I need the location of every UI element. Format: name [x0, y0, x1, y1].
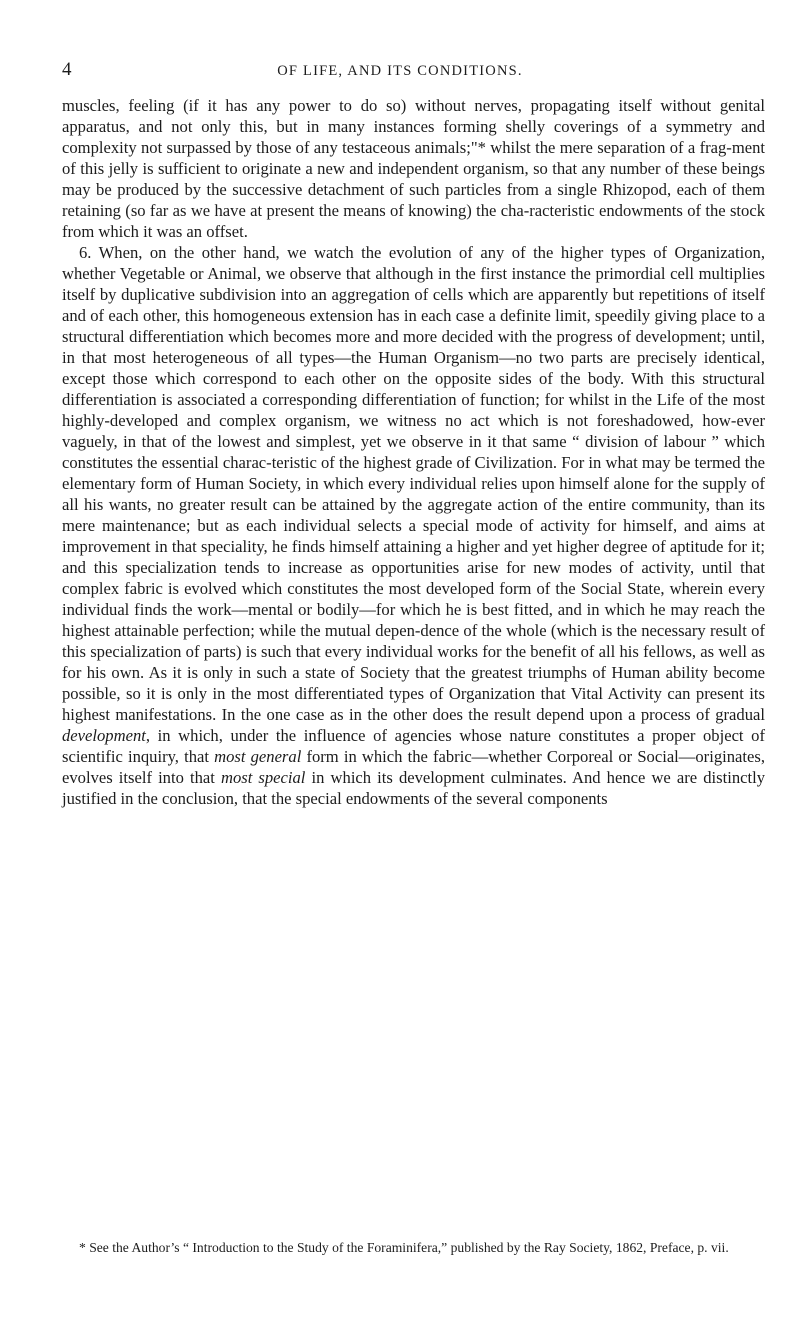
paragraph-6 — [62, 242, 765, 809]
paragraph-6-text-2: , in which, under the influence of agencies whose nature constitutes a proper object of scientific inquiry, that — [62, 726, 765, 766]
emphasis-most-special: most special — [220, 768, 306, 787]
body-text — [62, 95, 765, 809]
running-title: OF LIFE, AND ITS CONDITIONS. — [277, 63, 523, 79]
paragraph-6-text-1: 6. When, on the other hand, we watch the evolution of any of the higher types of Organization, whether Vegetable or Animal, we observe that although in the first instance the primordial cell multiplies itself by duplicative subdivision into an aggregation of cells which are apparently but repetitions of itself and of each other, this homogeneous extension has in each case a definite limit, speedily giving place to a structural differentiation which becomes more and more decided with the progress of development; until, in that most heterogeneous of all types—the Human Organism—no two parts are precisely identical, except those which correspond to each other on the opposite sides of the body. With this structural differentiation is associated a corresponding differentiation of function; for whilst in the Life of the most highly-developed and complex organism, we witness no act which is not foreshadowed, how-ever vaguely, in that of the lowest and simplest, yet we observe in it that same “ division of labour ” which constitutes the essential charac-teristic of the highest grade of Civilization. For in what may be termed the elementary form of Human Society, in which every individual relies upon himself alone for the supply of all his wants, no greater result can be attained by the aggregate action of the entire community, than its mere maintenance; but as each individual selects a special mode of activity for himself, and aims at improvement in that speciality, he finds himself attaining a higher and yet higher degree of aptitude for it; and this specialization tends to increase as opportunities arise for new modes of activity, until that complex fabric is evolved which constitutes the most developed form of the Social State, wherein every individual finds the work—mental or bodily—for which he is best fitted, and in which he may reach the highest attainable perfection; while the mutual depen-dence of the whole (which is the necessary result of this specialization of parts) is such that every individual works for the benefit of all his fellows, as well as for his own. As it is only in such a state of Society that the greatest triumphs of Human ability become possible, so it is only in the most differentiated types of Organization that Vital Activity can present its highest manifestations. In the one case as in the other does the result depend upon a process of gradual — [62, 243, 765, 724]
paragraph-6-text-3: form in which the fabric—whether Corporeal or Social—originates, evolves itself into that — [62, 747, 765, 787]
emphasis-development: development — [62, 726, 146, 745]
footnote: * See the Author’s “ Introduction to the Study of the Foraminifera,” published by the Ray Society, 1862, Preface, p. vii. — [79, 1240, 729, 1255]
paragraph-6-text-4: in which its development culminates. And hence we are distinctly justified in the conclusion, that the special endowments of the several components — [62, 768, 766, 808]
continued-paragraph: muscles, feeling (if it has any power to do so) without nerves, propagating itself without genital apparatus, and not only this, but in many instances forming shelly coverings of a symmetry and complexity not surpassed by those of any testaceous animals;"* whilst the mere separation of a frag-ment of this jelly is sufficient to originate a new and independent organism, so that any number of these beings may be produced by the successive detachment of such particles from a single Rhizopod, each of them retaining (so far as we have at present the means of knowing) the cha-racteristic endowments of the stock from which it was an offset. — [62, 96, 765, 241]
page-number: 4 — [62, 59, 72, 80]
page-header — [62, 60, 738, 82]
emphasis-most-general: most general — [214, 747, 302, 766]
